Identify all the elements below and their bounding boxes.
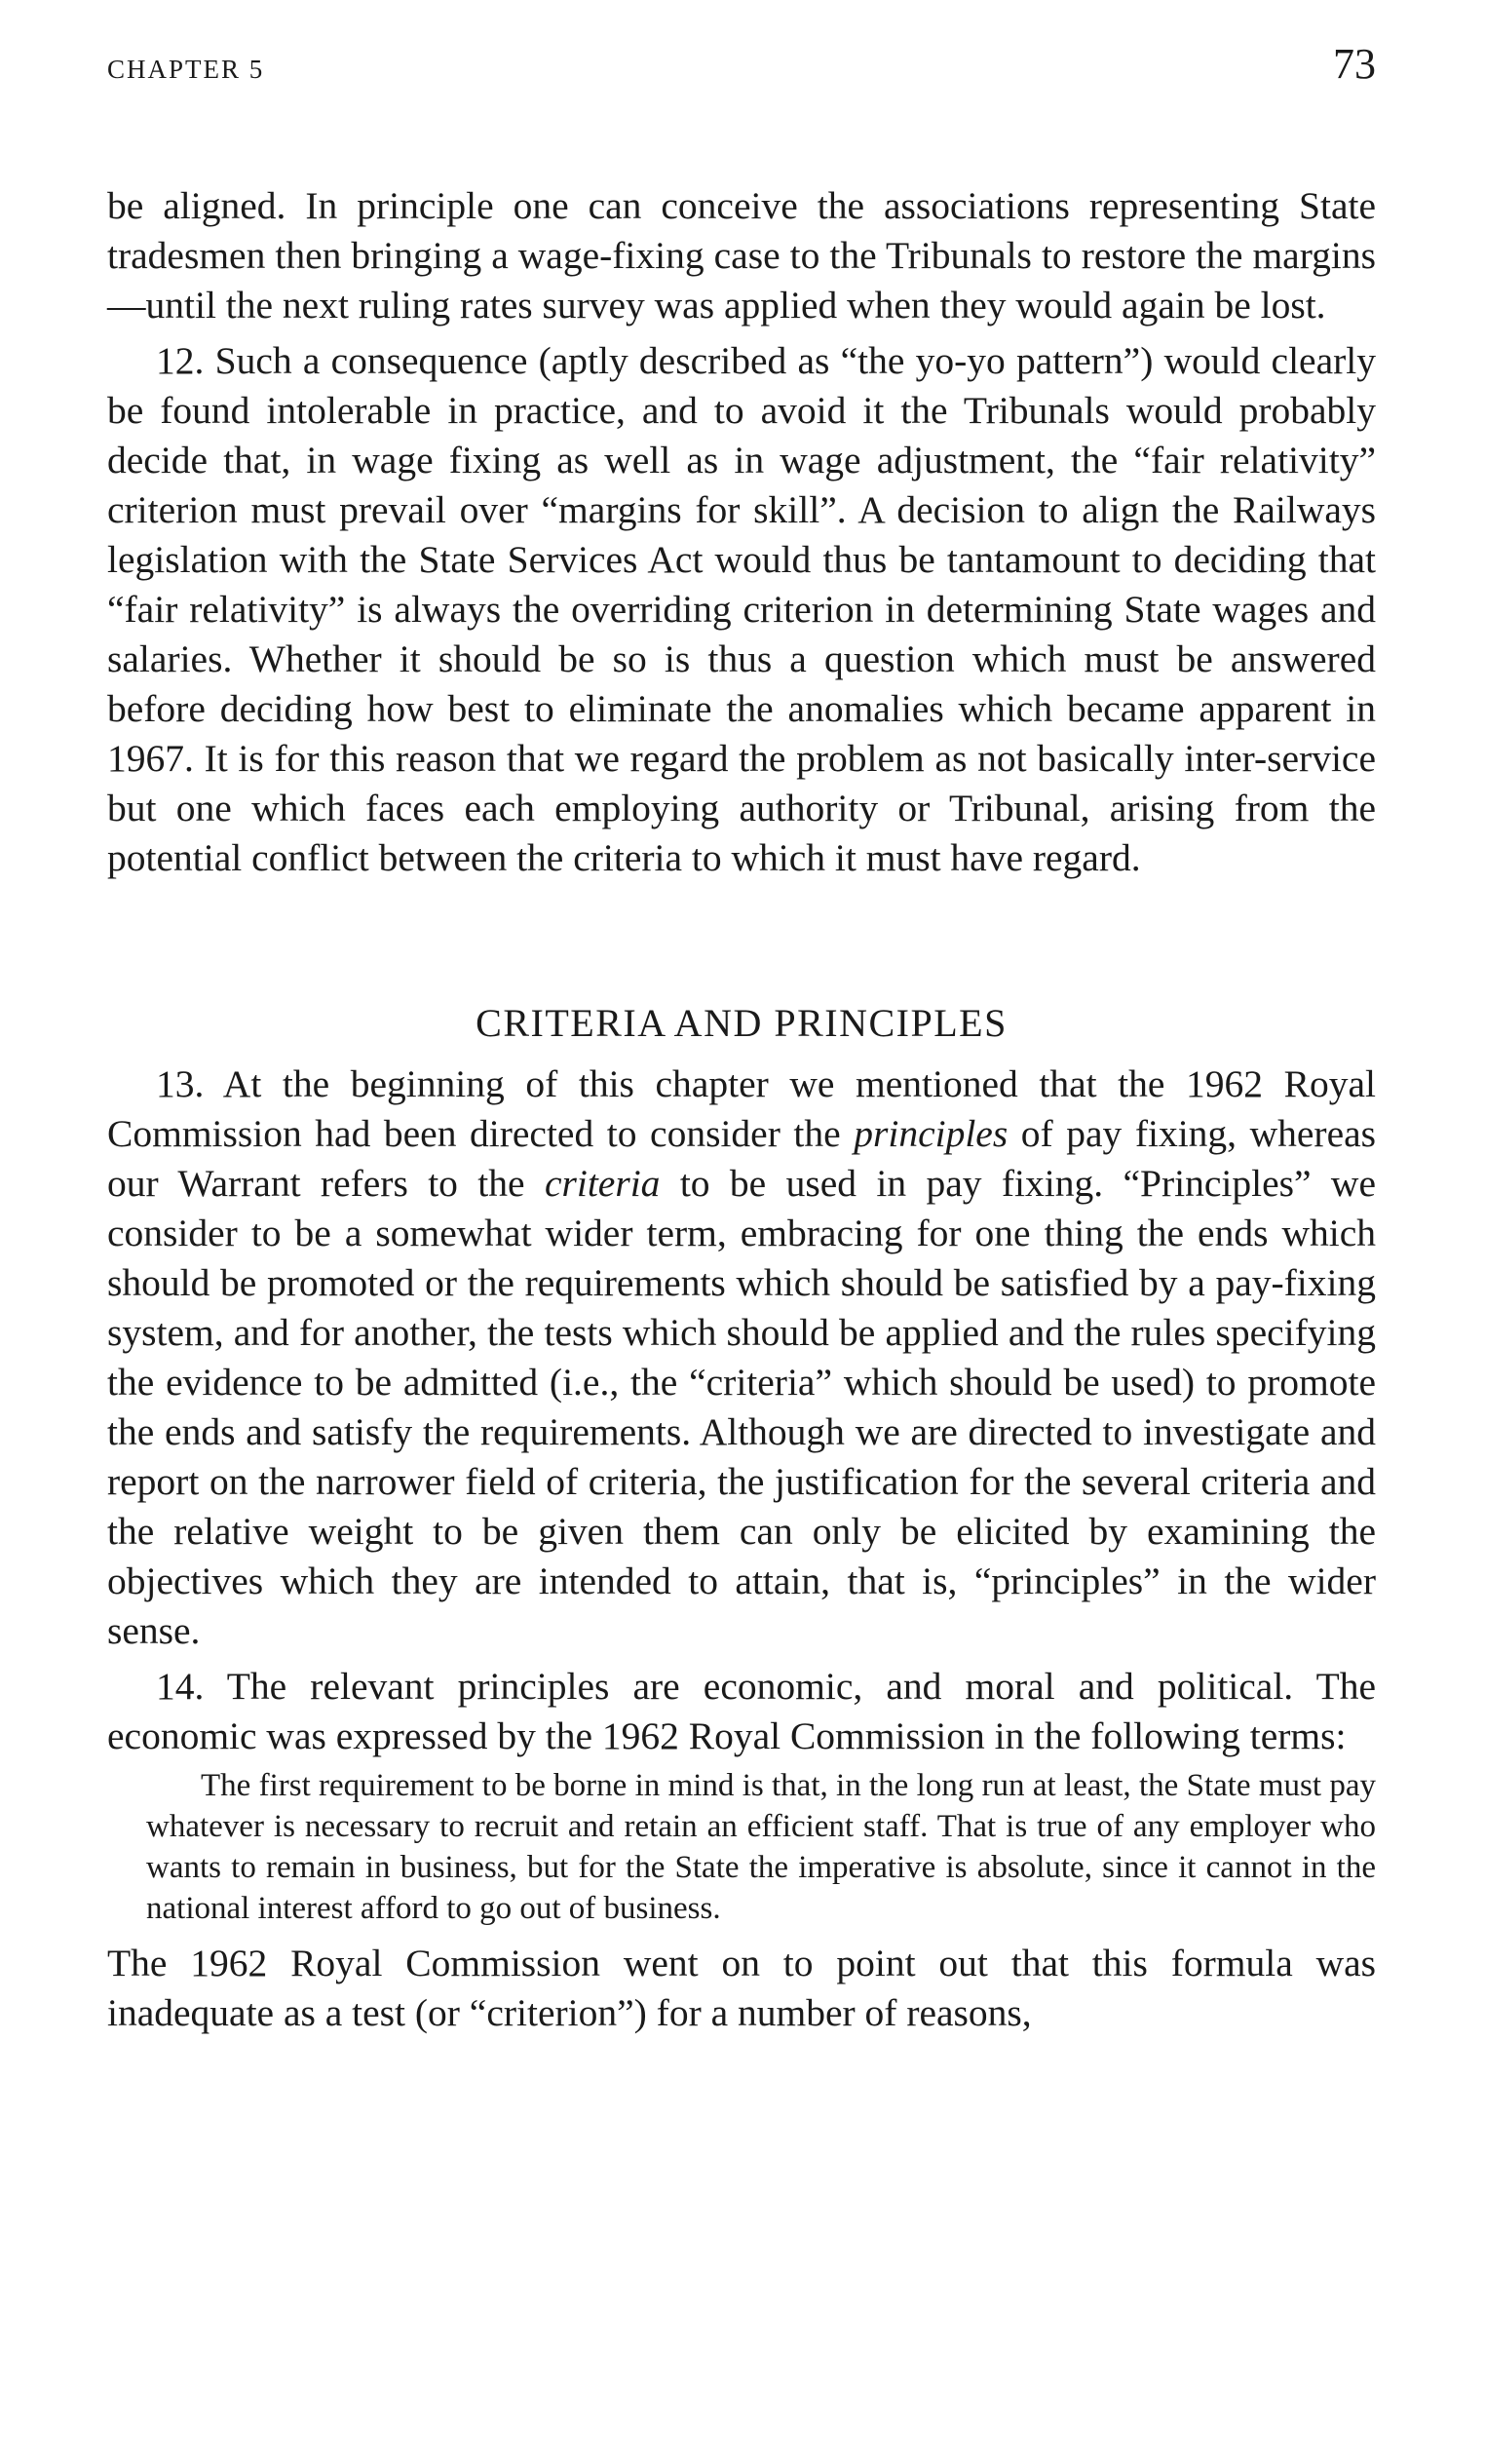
paragraph-13 bbox=[107, 1059, 1376, 1656]
paragraph-13-part-b: of pay fixing, whereas our Warrant refers to the bbox=[107, 1112, 1377, 1205]
block-quote: The first requirement to be borne in mind is that, in the long run at least, the State must pay whatever is necessary to recruit and retain an efficient staff. That is true of any employer who wants to remain in business, but for the State the imperative is absolute, since it cannot in the national interest afford to go out of business. bbox=[146, 1768, 1376, 1926]
paragraph-13-emphasis-principles: principles bbox=[854, 1112, 1009, 1155]
paragraph-14: 14. The relevant principles are economic, and moral and political. The economic was expressed by the 1962 Royal Commission in the following terms: bbox=[107, 1665, 1376, 1757]
paragraph-12: 12. Such a consequence (aptly described as “the yo-yo pattern”) would clearly be found intolerable in practice, and to avoid it the Tribunals would probably decide that, in wage fixing as well as in wage adjustment, the “fair relativity” criterion must prevail over “margins for skill”. A decision to align the Railways legislation with the State Services Act would thus be tantamount to deciding that “fair relativity” is always the overriding criterion in determining State wages and salaries. Whether it should be so is thus a question which must be answered before deciding how best to eliminate the anomalies which became apparent in 1967. It is for this reason that we regard the problem as not basically inter-service but one which faces each employing authority or Tribunal, arising from the potential conflict between the criteria to which it must have regard. bbox=[107, 339, 1376, 879]
document-page bbox=[107, 39, 1376, 2038]
paragraph-13-part-a: 13. At the beginning of this chapter we mentioned that the 1962 Royal Commission had been directed to consider the bbox=[107, 1062, 1376, 1155]
chapter-label: CHAPTER 5 bbox=[107, 55, 265, 84]
page-number: 73 bbox=[1333, 40, 1376, 88]
paragraph-after-quote: The 1962 Royal Commission went on to point out that this formula was inadequate as a test (or “criterion”) for a number of reasons, bbox=[107, 1942, 1376, 2034]
paragraph-continuation: be aligned. In principle one can conceive the associations representing State tradesmen then bringing a wage-fixing case to the Tribunals to restore the margins—until the next ruling rates survey was applied when they would again be lost. bbox=[107, 184, 1376, 327]
paragraph-13-emphasis-criteria: criteria bbox=[544, 1162, 661, 1205]
running-head bbox=[107, 39, 1376, 97]
section-heading: CRITERIA AND PRINCIPLES bbox=[476, 1001, 1008, 1045]
paragraph-13-part-c: to be used in pay fixing. “Principles” we consider to be a somewhat wider term, embracing for one thing the ends which should be promoted or the requirements which should be satisfied by a pay-fixing system, and for another, the tests which should be applied and the rules specifying the evidence to be admitted (i.e., the “criteria” which should be used) to promote the ends and satisfy the requirements. Although we are directed to investigate and report on the narrower field of criteria, the justification for the several criteria and the relative weight to be given them can only be elicited by examining the objectives which they are intended to attain, that is, “principles” in the wider sense. bbox=[107, 1162, 1376, 1652]
